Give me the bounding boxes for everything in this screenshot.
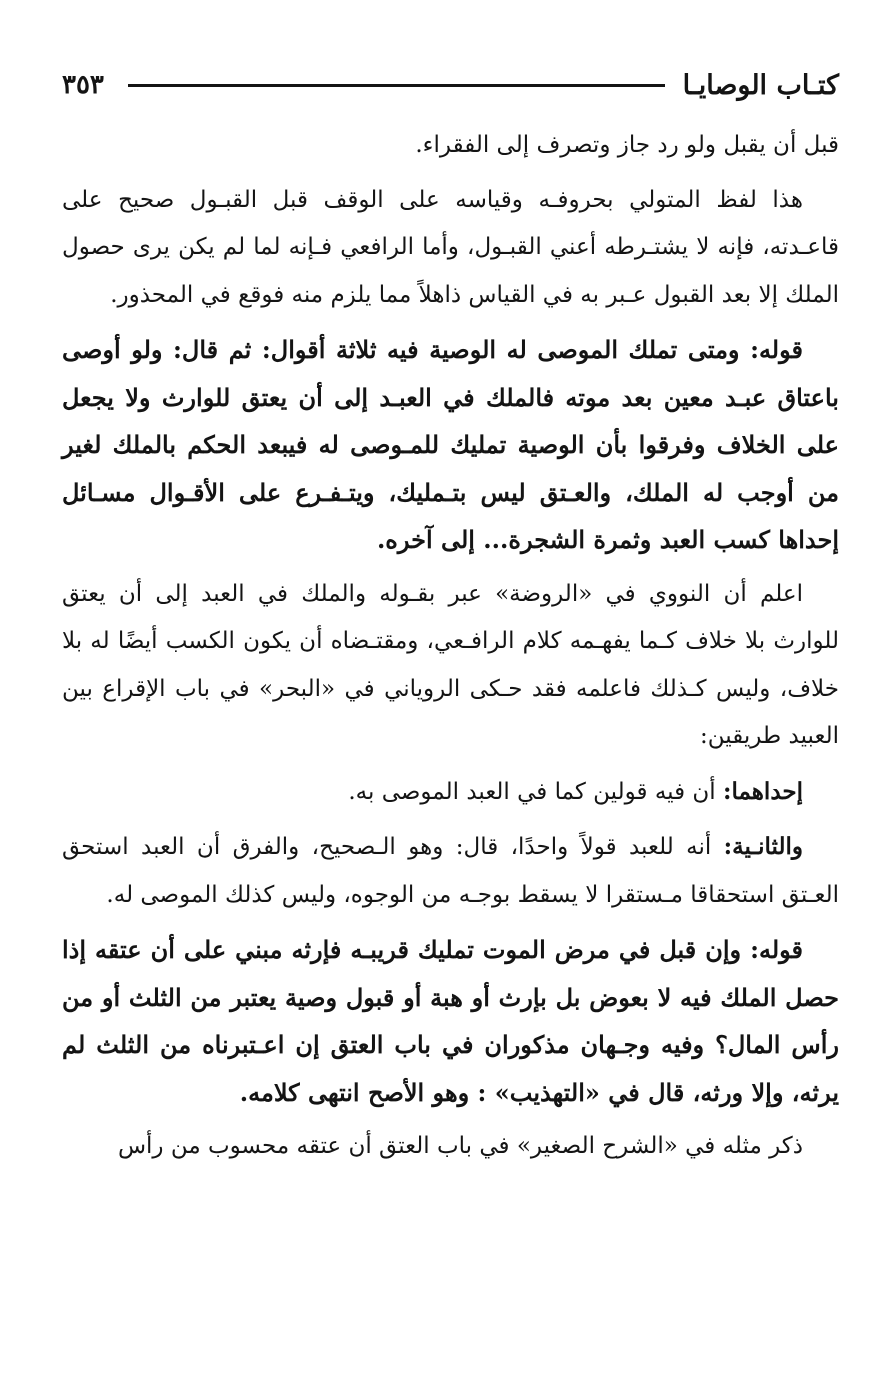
paragraph-text: أن فيه قولين كما في العبد الموصى به. <box>348 778 723 805</box>
paragraph-text: قوله: ومتى تملك الموصى له الوصية فيه ثلاثة أقوال: ثم قال: ولو أوصى باعتاق عبـد معين بعد موته فالملك في العبـد إلى أن يعتق للوارث ولا يجعل على الخلاف وفرقوا بأن الوصية تمليك للمـوصى له فيبعد الحكم بالملك لغير من أوجب له الملك، والعـتق ليس بتـمليك، ويتـفـرع على الأقـوال مسـائل إحداها كسب العبد وثمرة الشجرة... إلى آخره. <box>62 335 839 554</box>
page-number: ٣٥٣ <box>62 70 104 100</box>
paragraph <box>62 177 839 320</box>
paragraph <box>62 571 839 761</box>
paragraph-text: ذكر مثله في «الشرح الصغير» في باب العتق أن عتقه محسوب من رأس <box>117 1133 803 1159</box>
running-title: كتـاب الوصايـا <box>682 69 839 101</box>
paragraph <box>62 122 839 170</box>
header-rule <box>128 84 665 87</box>
paragraph <box>62 926 839 1116</box>
paragraph-lead: والثانـية: <box>723 833 803 860</box>
paragraph-text: قوله: وإن قبل في مرض الموت تمليك قريبـه فإرثه مبني على أن عتقه إذا حصل الملك فيه لا بعوض بل بإرث أو هبة أو قبول وصية يعتبر من الثلث أو من رأس المال؟ وفيه وجـهان مذكوران في باب العتق إن اعـتبرناه من الثلث لم يرثه، وإلا ورثه، قال في «التهذيب» : وهو الأصح انتهى كلامه. <box>62 935 839 1107</box>
paragraph <box>62 823 839 919</box>
paragraph <box>62 768 839 817</box>
body-text <box>62 122 839 1178</box>
paragraph <box>62 1123 839 1171</box>
paragraph-text: اعلم أن النووي في «الروضة» عبر بقـوله والملك في العبد إلى أن يعتق للوارث بلا خلاف كـما يفهـمه كلام الرافـعي، ومقتـضاه أن يكون الكسب أيضًا له بلا خلاف، وليس كـذلك فاعلمه فقد حـكى الروياني في «البحر» في باب الإقراع بين العبيد طريقين: <box>62 580 839 749</box>
paragraph <box>62 326 839 564</box>
paragraph-text: أنه للعبد قولاً واحدًا، قال: وهو الـصحيح، والفرق أن العبد استحق العـتق استحقاقا مـستقرا لا يسقط بوجـه من الوجوه، وليس كذلك الموصى له. <box>62 834 839 908</box>
page-header <box>62 62 839 108</box>
paragraph-lead: إحداهما: <box>723 777 803 805</box>
paragraph-text: هذا لفظ المتولي بحروفـه وقياسه على الوقف قبل القبـول صحيح على قاعـدته، فإنه لا يشتـرطه أعني القبـول، وأما الرافعي فـإنه لما لم يكن يرى حصول الملك إلا بعد القبول عـبر به في القياس ذاهلاً مما يلزم منه فوقع في المحذور. <box>62 186 839 308</box>
paragraph-text: قبل أن يقبل ولو رد جاز وتصرف إلى الفقراء. <box>415 132 839 158</box>
